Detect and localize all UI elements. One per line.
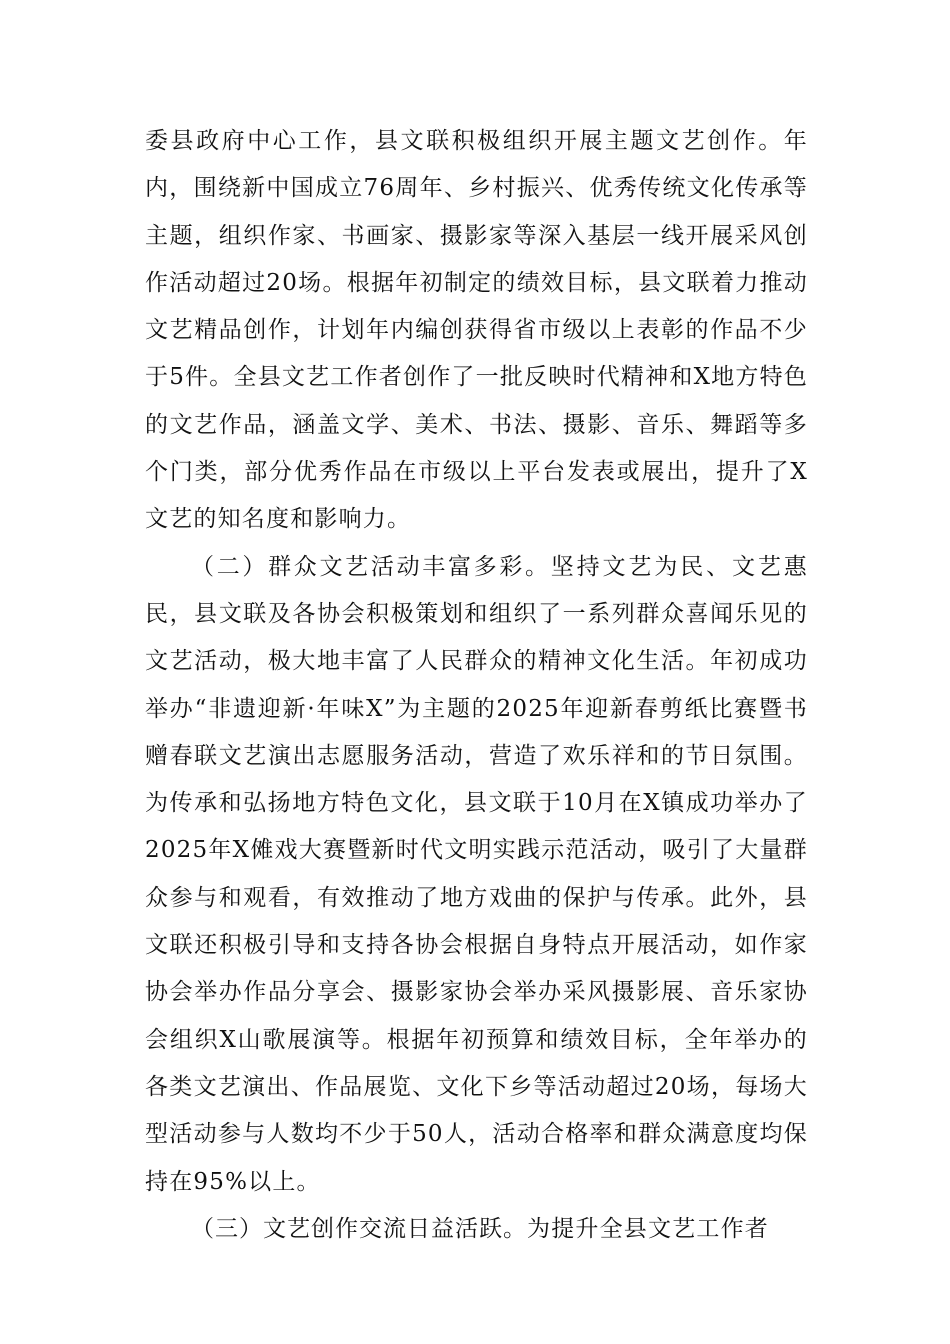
section-3-paragraph — [145, 1206, 808, 1253]
paragraph-1-text: 委县政府中心工作，县文联积极组织开展主题文艺创作。年内，围绕新中国成立76周年、乡村振兴、优秀传统文化传承等主题，组织作家、书画家、摄影家等深入基层一线开展采风创作活动超过20场。根据年初制定的绩效目标，县文联着力推动文艺精品创作，计划年内编创获得省市级以上表彰的作品不少于5件。全县文艺工作者创作了一批反映时代精神和X地方特色的文艺作品，涵盖文学、美术、书法、摄影、音乐、舞蹈等多个门类，部分优秀作品在市级以上平台发表或展出，提升了X文艺的知名度和影响力。 — [145, 128, 808, 533]
paragraph-continuation — [145, 118, 808, 544]
document-body — [145, 118, 808, 1253]
section-3-heading: （三）文艺创作交流日益活跃。 — [191, 1215, 527, 1242]
section-2-paragraph — [145, 544, 808, 1206]
section-3-body: 为提升全县文艺工作者 — [527, 1215, 769, 1242]
section-2-body: 坚持文艺为民、文艺惠民，县文联及各协会积极策划和组织了一系列群众喜闻乐见的文艺活动，极大地丰富了人民群众的精神文化生活。年初成功举办“非遗迎新·年味X”为主题的2025年迎新春剪纸比赛暨书赠春联文艺演出志愿服务活动，营造了欢乐祥和的节日氛围。为传承和弘扬地方特色文化，县文联于10月在X镇成功举办了2025年X傩戏大赛暨新时代文明实践示范活动，吸引了大量群众参与和观看，有效推动了地方戏曲的保护与传承。此外，县文联还积极引导和支持各协会根据自身特点开展活动，如作家协会举办作品分享会、摄影家协会举办采风摄影展、音乐家协会组织X山歌展演等。根据年初预算和绩效目标，全年举办的各类文艺演出、作品展览、文化下乡等活动超过20场，每场大型活动参与人数均不少于50人，活动合格率和群众满意度均保持在95%以上。 — [145, 553, 809, 1195]
section-2-heading: （二）群众文艺活动丰富多彩。 — [191, 553, 551, 580]
